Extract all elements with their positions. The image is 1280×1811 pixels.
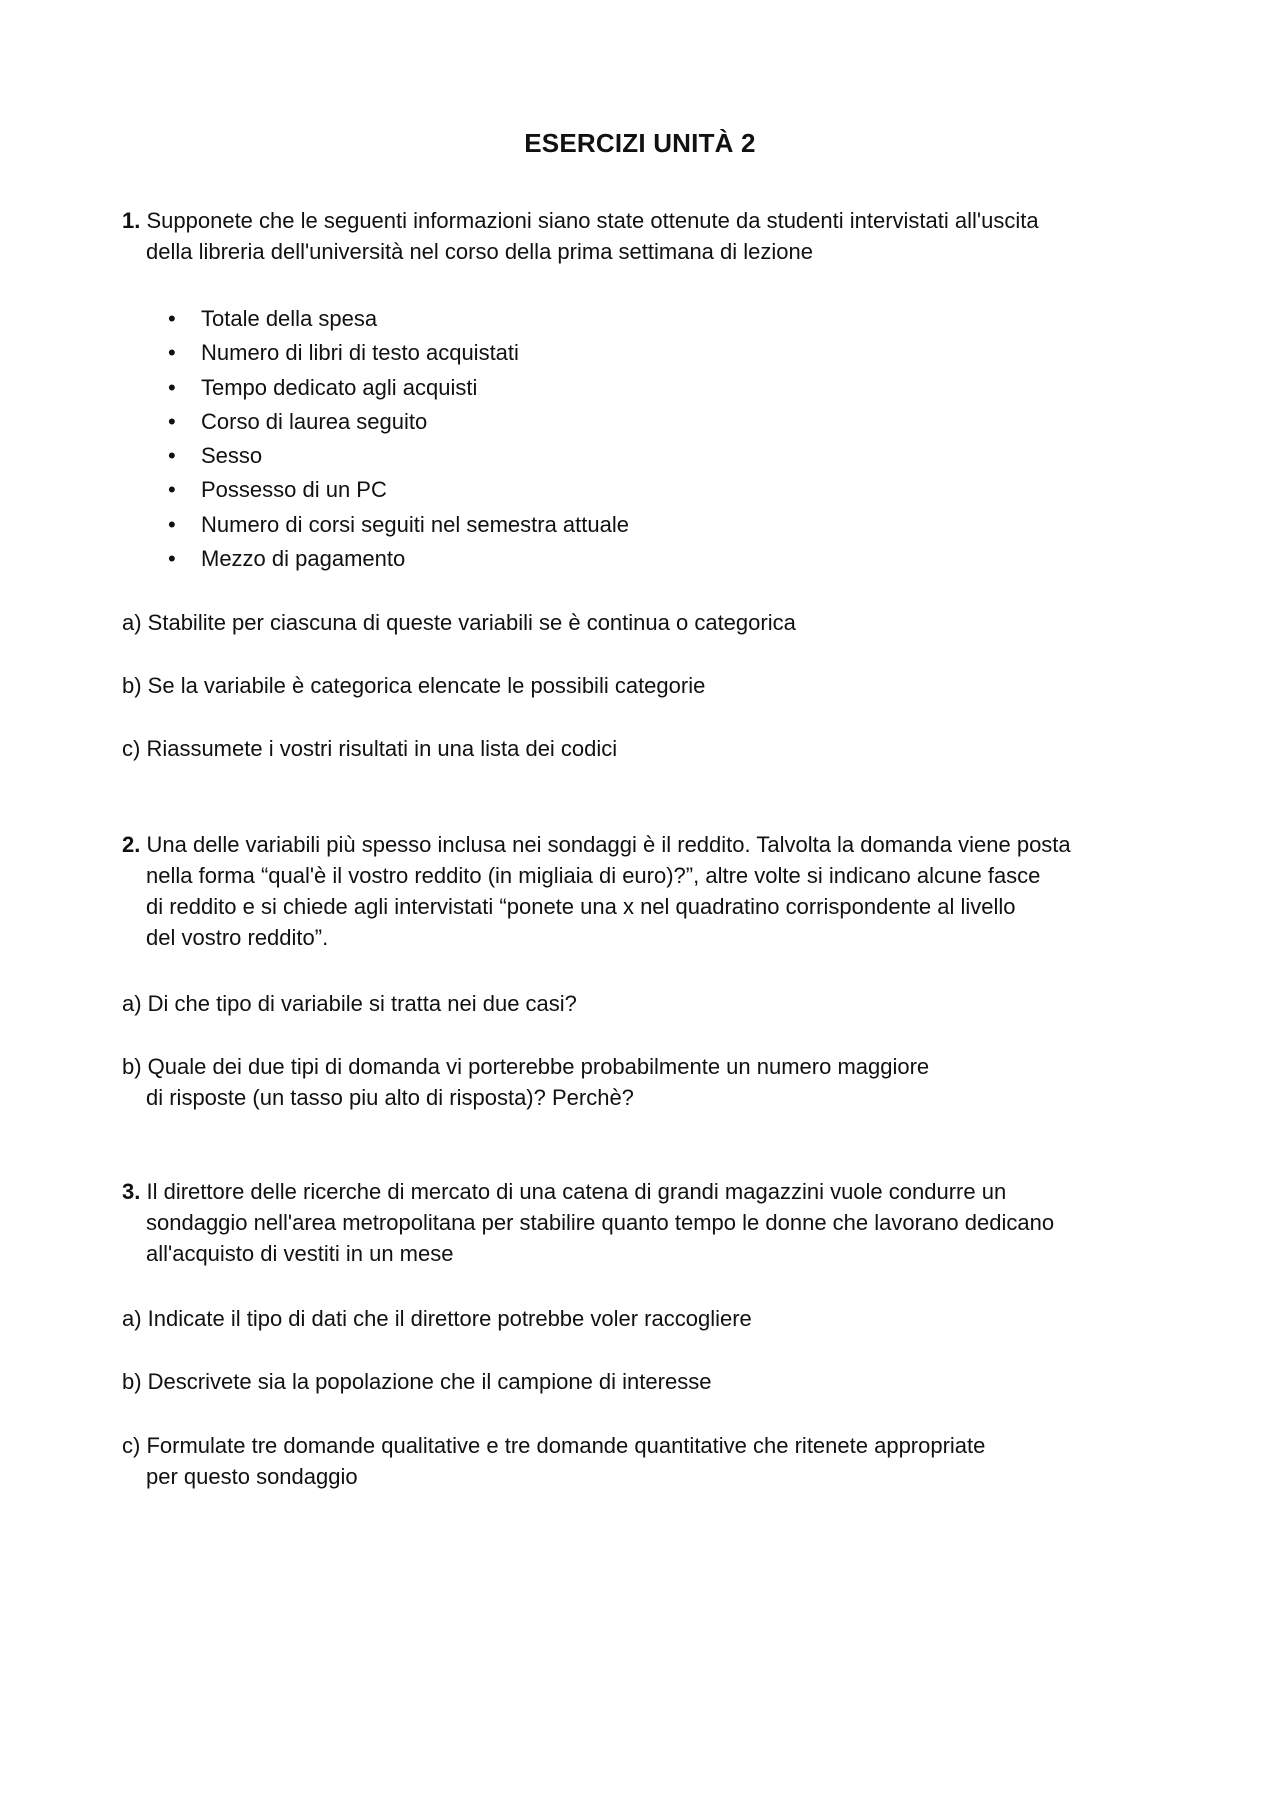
exercise-2-question-b-line-1: b) Quale dei due tipi di domanda vi porterebbe probabilmente un numero maggiore [122, 1054, 930, 1079]
exercise-3-number: 3. [122, 1179, 141, 1204]
exercise-1-line-2: della libreria dell'università nel corso della prima settimana di lezione [146, 239, 813, 264]
exercise-2-number: 2. [122, 832, 141, 857]
list-item: • Possesso di un PC [168, 473, 629, 507]
exercise-3-question-c-line-2: per questo sondaggio [146, 1464, 358, 1489]
exercise-2-line-1: Una delle variabili più spesso inclusa nei sondaggi è il reddito. Talvolta la domanda viene posta [146, 832, 1071, 857]
bullet-icon: • [168, 443, 176, 469]
exercise-2-question-b [122, 1051, 1162, 1113]
exercise-2-line-4: del vostro reddito”. [146, 925, 329, 950]
page-title: ESERCIZI UNITÀ 2 [524, 128, 756, 158]
exercise-3-line-2: sondaggio nell'area metropolitana per stabilire quanto tempo le donne che lavorano dedicano [146, 1210, 1055, 1235]
bullet-icon: • [168, 477, 176, 503]
exercise-2-question-b-line-2: di risposte (un tasso piu alto di risposta)? Perchè? [146, 1085, 634, 1110]
exercise-1-number: 1. [122, 208, 141, 233]
list-item: • Totale della spesa [168, 302, 629, 336]
exercise-1-question-b: b) Se la variabile è categorica elencate le possibili categorie [122, 673, 706, 698]
exercise-3-question-c [122, 1430, 1162, 1492]
exercise-3-question-c-line-1: c) Formulate tre domande qualitative e tre domande quantitative che ritenete appropriate [122, 1433, 986, 1458]
bullet-icon: • [168, 306, 176, 331]
exercise-2-statement [122, 829, 1162, 953]
list-item: • Corso di laurea seguito [168, 405, 629, 439]
exercise-3-question-a: a) Indicate il tipo di dati che il direttore potrebbe voler raccogliere [122, 1306, 752, 1331]
exercise-3-statement [122, 1176, 1162, 1269]
list-item: • Sesso [168, 439, 629, 473]
list-item: • Numero di corsi seguiti nel semestra attuale [168, 508, 629, 542]
list-item: • Mezzo di pagamento [168, 542, 629, 576]
exercise-2-line-2: nella forma “qual'è il vostro reddito (in migliaia di euro)?”, altre volte si indicano alcune fasce [146, 863, 1041, 888]
bullet-icon: • [168, 374, 176, 400]
exercise-1-question-a: a) Stabilite per ciascuna di queste variabili se è continua o categorica [122, 610, 796, 635]
exercise-1-question-c: c) Riassumete i vostri risultati in una lista dei codici [122, 736, 618, 761]
exercise-2-question-a: a) Di che tipo di variabile si tratta nei due casi? [122, 991, 577, 1016]
exercise-1-line-1: Supponete che le seguenti informazioni siano state ottenute da studenti intervistati all'uscita [146, 208, 1039, 233]
exercise-3-question-b: b) Descrivete sia la popolazione che il campione di interesse [122, 1369, 712, 1394]
exercise-3-line-3: all'acquisto di vestiti in un mese [146, 1241, 454, 1266]
exercise-1-variable-list [168, 302, 629, 576]
bullet-icon: • [168, 511, 176, 537]
bullet-icon: • [168, 546, 176, 572]
bullet-icon: • [168, 408, 176, 434]
exercise-2-line-3: di reddito e si chiede agli intervistati “ponete una x nel quadratino corrispondente al livello [146, 894, 1016, 919]
list-item: • Tempo dedicato agli acquisti [168, 371, 629, 405]
exercise-1-statement [122, 205, 1162, 267]
exercise-3-line-1: Il direttore delle ricerche di mercato di una catena di grandi magazzini vuole condurre un [146, 1179, 1007, 1204]
list-item: • Numero di libri di testo acquistati [168, 336, 629, 370]
bullet-icon: • [168, 340, 176, 366]
